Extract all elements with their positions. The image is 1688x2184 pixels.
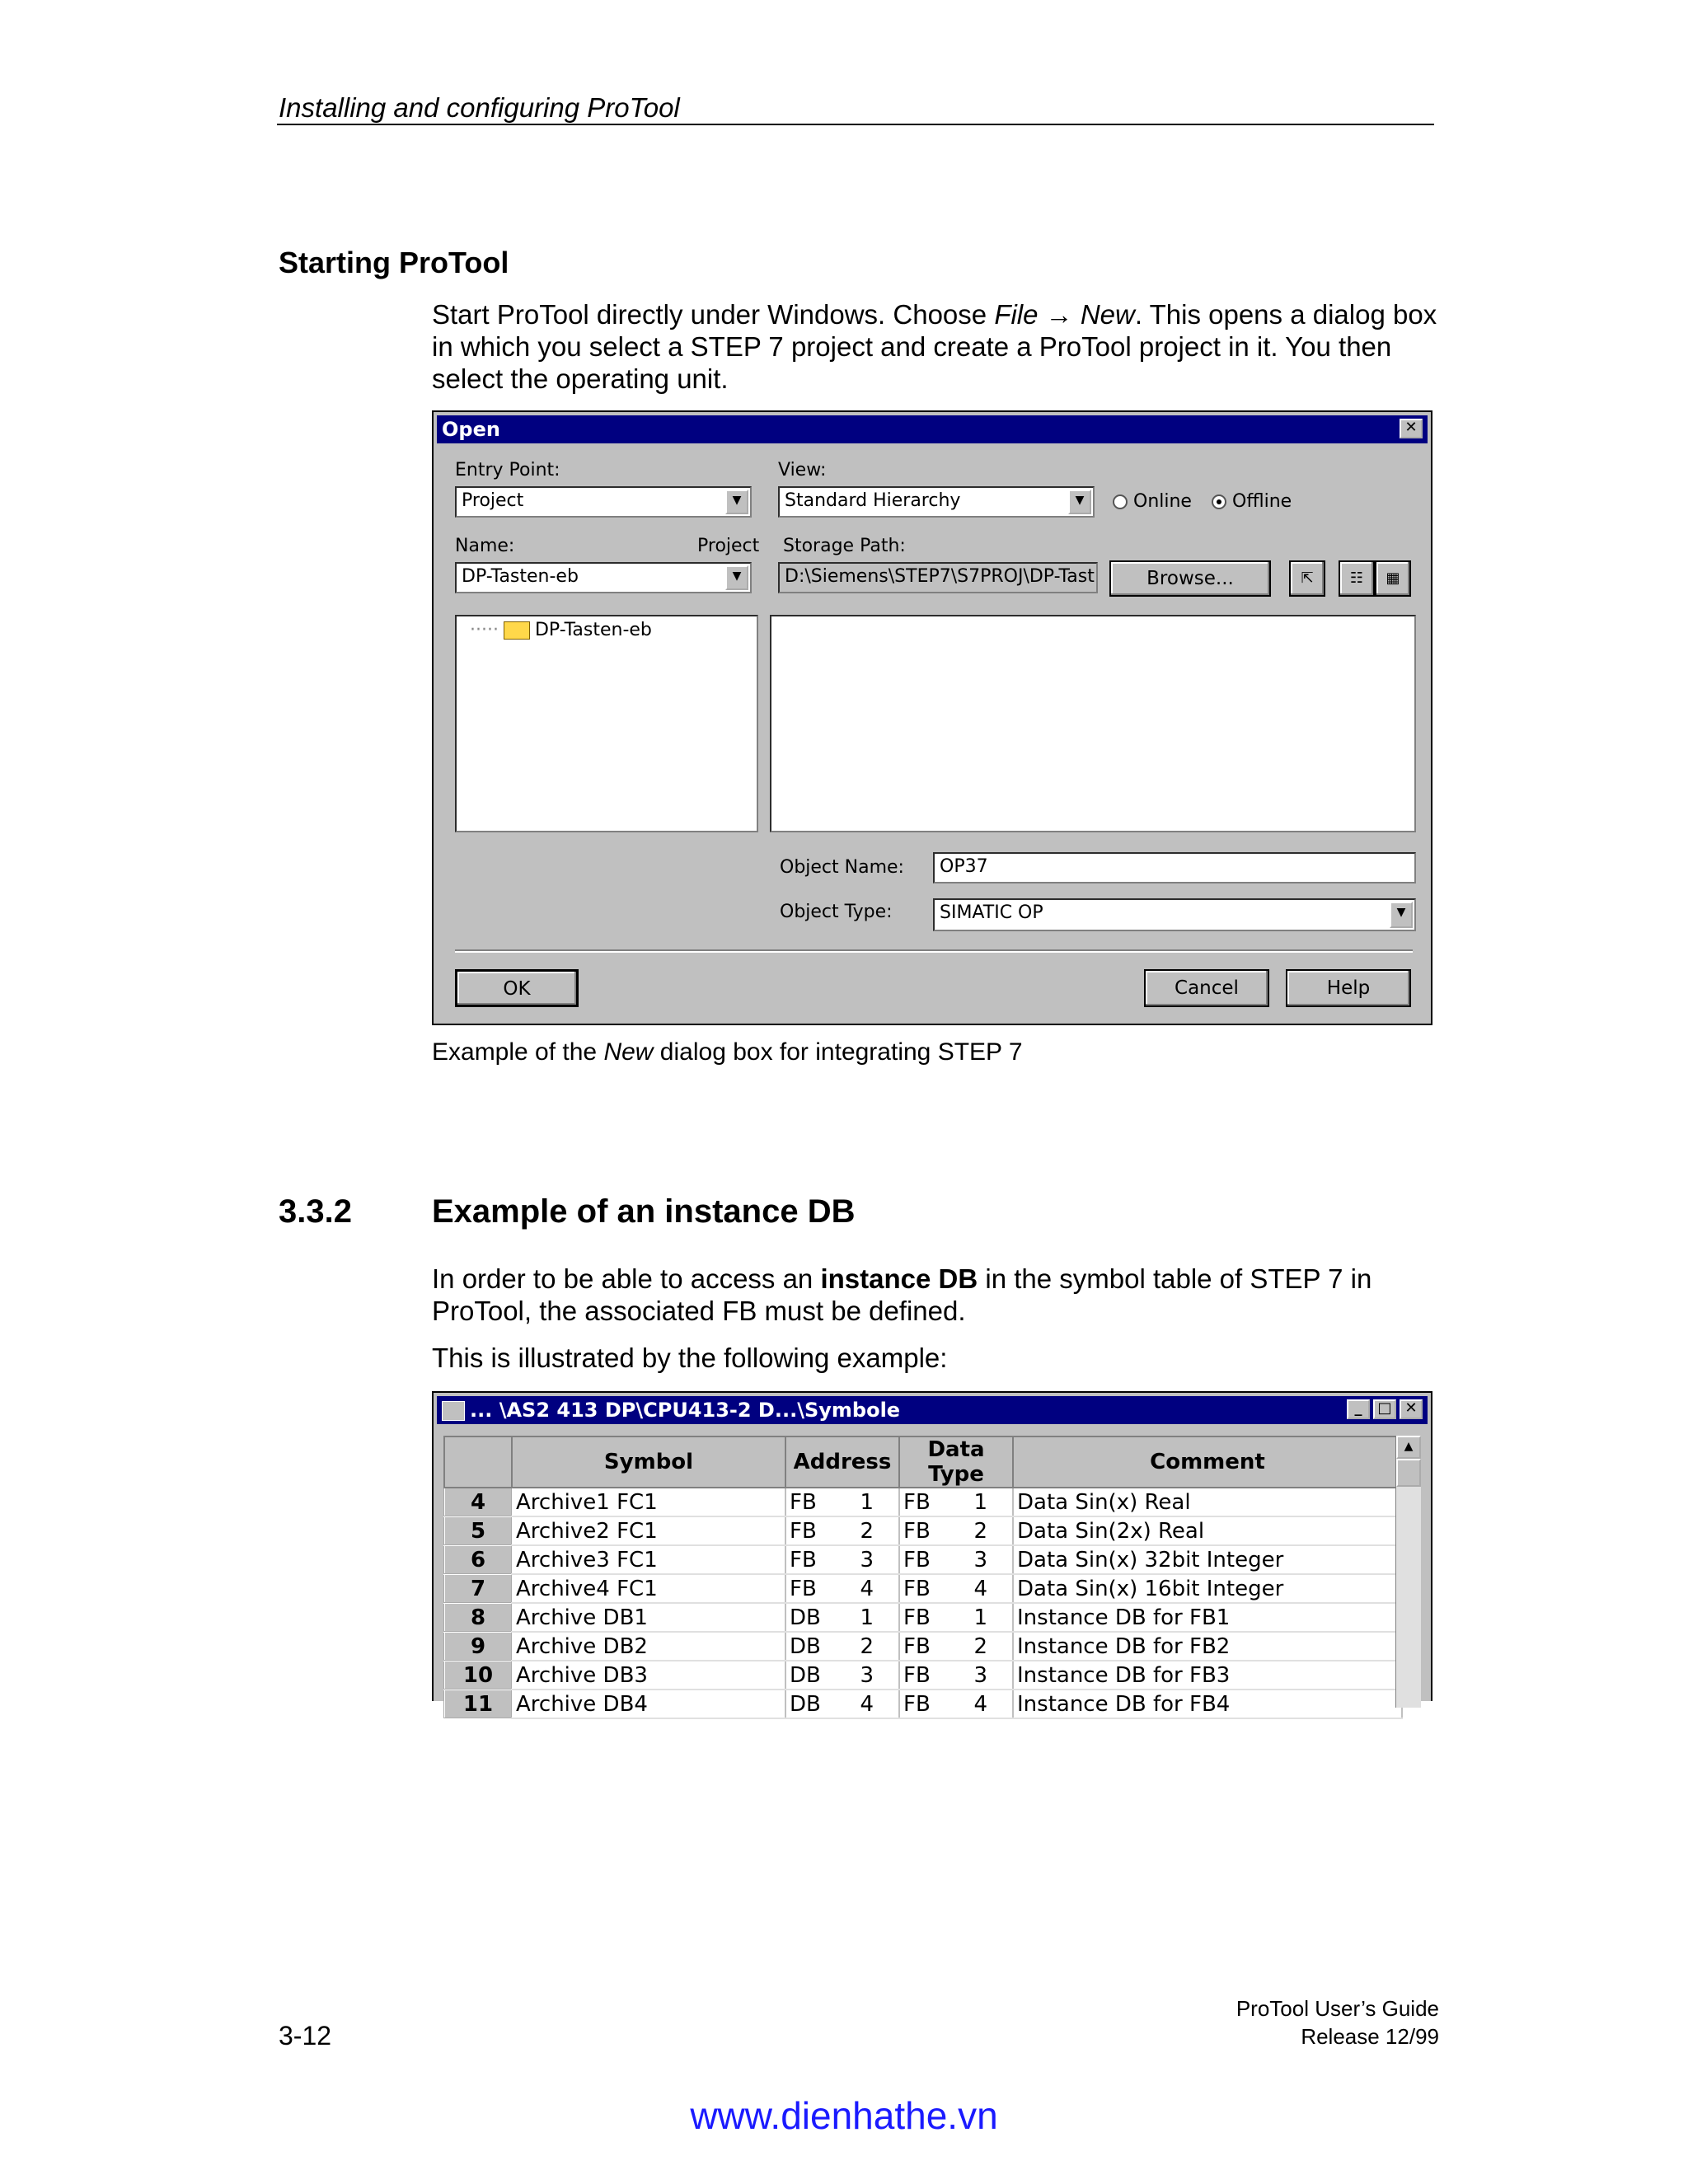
object-name-label: Object Name: <box>780 857 904 878</box>
table-row[interactable] <box>444 1545 1402 1574</box>
chevron-down-icon[interactable]: ▼ <box>1390 902 1413 928</box>
data-type-cell[interactable] <box>899 1488 1013 1516</box>
open-dialog <box>432 410 1432 1025</box>
address-cell[interactable] <box>785 1574 899 1603</box>
dt-type: FB <box>903 1662 931 1688</box>
maximize-icon[interactable]: □ <box>1373 1399 1396 1419</box>
symbol-cell[interactable]: Archive1 FC1 <box>512 1488 785 1516</box>
section-title: Example of an instance DB <box>432 1193 856 1230</box>
addr-type: FB <box>790 1489 817 1515</box>
dt-number: 3 <box>973 1662 987 1688</box>
vertical-scrollbar[interactable] <box>1395 1436 1421 1708</box>
row-number: 10 <box>444 1661 512 1690</box>
object-type-select[interactable] <box>933 898 1416 931</box>
comment-cell[interactable]: Instance DB for FB2 <box>1013 1632 1402 1661</box>
dt-number: 1 <box>973 1605 987 1630</box>
addr-type: FB <box>790 1576 817 1601</box>
object-type-label: Object Type: <box>780 902 893 922</box>
address-cell[interactable] <box>785 1690 899 1718</box>
running-header: Installing and configuring ProTool <box>279 92 680 123</box>
symbol-cell[interactable]: Archive4 FC1 <box>512 1574 785 1603</box>
footer-guide: ProTool User’s Guide Release 12/99 <box>1236 1996 1439 2049</box>
column-header[interactable]: Data Type <box>899 1436 1013 1488</box>
symbol-cell[interactable]: Archive3 FC1 <box>512 1545 785 1574</box>
project-tree[interactable] <box>455 615 758 832</box>
browse-button[interactable]: Browse... <box>1109 560 1271 597</box>
dialog-title: Open <box>442 418 500 441</box>
addr-type: FB <box>790 1518 817 1544</box>
dt-type: FB <box>903 1518 931 1544</box>
addr-type: FB <box>790 1547 817 1572</box>
entry-point-value: Project <box>462 490 524 511</box>
chevron-down-icon[interactable]: ▼ <box>1068 490 1091 514</box>
addr-number: 4 <box>860 1691 874 1717</box>
row-number-header <box>444 1436 512 1488</box>
dt-type: FB <box>903 1547 931 1572</box>
address-cell[interactable] <box>785 1488 899 1516</box>
dt-number: 2 <box>973 1518 987 1544</box>
dt-type: FB <box>903 1576 931 1601</box>
dialog-titlebar <box>437 415 1428 443</box>
address-cell[interactable] <box>785 1632 899 1661</box>
view-select[interactable] <box>778 486 1095 518</box>
column-header[interactable]: Comment <box>1013 1436 1402 1488</box>
table-row[interactable] <box>444 1632 1402 1661</box>
minimize-icon[interactable]: _ <box>1347 1399 1370 1419</box>
details-view-icon[interactable]: ▦ <box>1375 560 1411 597</box>
comment-cell[interactable]: Data Sin(x) 32bit Integer <box>1013 1545 1402 1574</box>
symbol-cell[interactable]: Archive2 FC1 <box>512 1516 785 1545</box>
name-select[interactable] <box>455 562 752 593</box>
entry-point-select[interactable] <box>455 486 752 518</box>
dt-number: 1 <box>973 1489 987 1515</box>
figure-caption: Example of the New dialog box for integrating STEP 7 <box>432 1038 1023 1066</box>
section-heading: Starting ProTool <box>279 246 509 279</box>
data-type-cell[interactable] <box>899 1661 1013 1690</box>
tree-item-label: DP-Tasten-eb <box>534 620 652 640</box>
comment-cell[interactable]: Data Sin(2x) Real <box>1013 1516 1402 1545</box>
up-folder-icon[interactable]: ⇱ <box>1289 560 1325 597</box>
addr-number: 3 <box>860 1662 874 1688</box>
symbol-window-title: ... \AS2 413 DP\CPU413-2 D...\Symbole <box>470 1399 901 1422</box>
data-type-cell[interactable] <box>899 1574 1013 1603</box>
symbol-table-window <box>432 1391 1432 1717</box>
dt-number: 4 <box>973 1576 987 1601</box>
address-cell[interactable] <box>785 1661 899 1690</box>
project-label: Project <box>697 536 760 556</box>
addr-number: 3 <box>860 1547 874 1572</box>
section-number: 3.3.2 <box>279 1193 352 1230</box>
instance-db-paragraph: In order to be able to access an instance DB in the symbol table of STEP 7 in ProTool, the associated FB must be defined. <box>432 1263 1372 1326</box>
scroll-thumb[interactable] <box>1396 1459 1421 1487</box>
dt-type: FB <box>903 1489 931 1515</box>
table-header-row <box>444 1436 1402 1488</box>
online-radio[interactable] <box>1113 491 1192 512</box>
dt-type: FB <box>903 1633 931 1659</box>
dt-number: 3 <box>973 1547 987 1572</box>
row-number: 9 <box>444 1632 512 1661</box>
close-icon[interactable]: ✕ <box>1400 1399 1423 1419</box>
chevron-down-icon[interactable]: ▼ <box>725 490 748 514</box>
online-label: Online <box>1133 491 1192 512</box>
page-number: 3-12 <box>279 2021 332 2050</box>
dt-type: FB <box>903 1605 931 1630</box>
website-link[interactable]: www.dienhathe.vn <box>690 2094 998 2137</box>
offline-label: Offline <box>1232 491 1292 512</box>
data-type-cell[interactable] <box>899 1690 1013 1718</box>
name-value: DP-Tasten-eb <box>462 566 579 587</box>
dt-type: FB <box>903 1691 931 1717</box>
address-cell[interactable] <box>785 1516 899 1545</box>
tree-item[interactable] <box>470 620 652 640</box>
name-label: Name: <box>455 536 515 556</box>
view-value: Standard Hierarchy <box>785 490 961 511</box>
row-number: 6 <box>444 1545 512 1574</box>
symbol-cell[interactable]: Archive DB2 <box>512 1632 785 1661</box>
addr-type: DB <box>790 1633 821 1659</box>
data-type-cell[interactable] <box>899 1545 1013 1574</box>
symbol-window-titlebar <box>437 1396 1428 1424</box>
table-row[interactable] <box>444 1516 1402 1545</box>
column-header[interactable]: Symbol <box>512 1436 785 1488</box>
separator <box>455 949 1413 953</box>
radio-icon[interactable] <box>1113 494 1128 509</box>
view-label: View: <box>778 460 827 480</box>
object-name-input[interactable]: OP37 <box>933 852 1416 883</box>
row-number: 4 <box>444 1488 512 1516</box>
row-number: 8 <box>444 1603 512 1632</box>
symbol-cell[interactable]: Archive DB1 <box>512 1603 785 1632</box>
addr-number: 2 <box>860 1518 874 1544</box>
comment-cell[interactable]: Instance DB for FB4 <box>1013 1690 1402 1718</box>
addr-type: DB <box>790 1605 821 1630</box>
intro-paragraph: Start ProTool directly under Windows. Choose File → New. This opens a dialog box in which you select a STEP 7 project and create a ProTool project in it. You then select the operating unit. <box>432 299 1437 394</box>
ok-button[interactable]: OK <box>455 969 579 1007</box>
dt-number: 4 <box>973 1691 987 1717</box>
column-header[interactable]: Address <box>785 1436 899 1488</box>
addr-number: 2 <box>860 1633 874 1659</box>
example-intro: This is illustrated by the following example: <box>432 1343 948 1373</box>
header-rule <box>277 124 1434 125</box>
address-cell[interactable] <box>785 1545 899 1574</box>
close-icon[interactable]: ✕ <box>1400 419 1423 438</box>
table-row[interactable] <box>444 1690 1402 1718</box>
symbol-table <box>443 1436 1403 1719</box>
comment-cell[interactable]: Data Sin(x) 16bit Integer <box>1013 1574 1402 1603</box>
cancel-button[interactable]: Cancel <box>1144 969 1269 1007</box>
addr-number: 4 <box>860 1576 874 1601</box>
table-row[interactable] <box>444 1574 1402 1603</box>
comment-cell[interactable]: Data Sin(x) Real <box>1013 1488 1402 1516</box>
app-icon <box>442 1401 465 1421</box>
storage-path-field: D:\Siemens\STEP7\S7PROJ\DP-Tast <box>778 562 1098 593</box>
address-cell[interactable] <box>785 1603 899 1632</box>
row-number: 11 <box>444 1690 512 1718</box>
row-number: 7 <box>444 1574 512 1603</box>
symbol-cell[interactable]: Archive DB3 <box>512 1661 785 1690</box>
data-type-cell[interactable] <box>899 1632 1013 1661</box>
object-list[interactable] <box>770 615 1416 832</box>
offline-radio[interactable] <box>1212 491 1292 512</box>
folder-icon <box>504 621 530 640</box>
data-type-cell[interactable] <box>899 1516 1013 1545</box>
addr-type: DB <box>790 1691 821 1717</box>
data-type-cell[interactable] <box>899 1603 1013 1632</box>
object-type-value: SIMATIC OP <box>940 902 1043 923</box>
table-row[interactable] <box>444 1661 1402 1690</box>
radio-selected-icon[interactable] <box>1212 494 1226 509</box>
comment-cell[interactable]: Instance DB for FB3 <box>1013 1661 1402 1690</box>
chevron-down-icon[interactable]: ▼ <box>725 565 748 590</box>
help-button[interactable]: Help <box>1286 969 1411 1007</box>
storage-path-label: Storage Path: <box>783 536 906 556</box>
symbol-cell[interactable]: Archive DB4 <box>512 1690 785 1718</box>
entry-point-label: Entry Point: <box>455 460 560 480</box>
tree-connector: ····· <box>470 620 499 640</box>
addr-number: 1 <box>860 1605 874 1630</box>
table-row[interactable] <box>444 1603 1402 1632</box>
row-number: 5 <box>444 1516 512 1545</box>
dt-number: 2 <box>973 1633 987 1659</box>
list-view-icon[interactable]: ☷ <box>1339 560 1375 597</box>
addr-number: 1 <box>860 1489 874 1515</box>
comment-cell[interactable]: Instance DB for FB1 <box>1013 1603 1402 1632</box>
addr-type: DB <box>790 1662 821 1688</box>
table-row[interactable] <box>444 1488 1402 1516</box>
scroll-up-icon[interactable]: ▲ <box>1396 1436 1421 1459</box>
